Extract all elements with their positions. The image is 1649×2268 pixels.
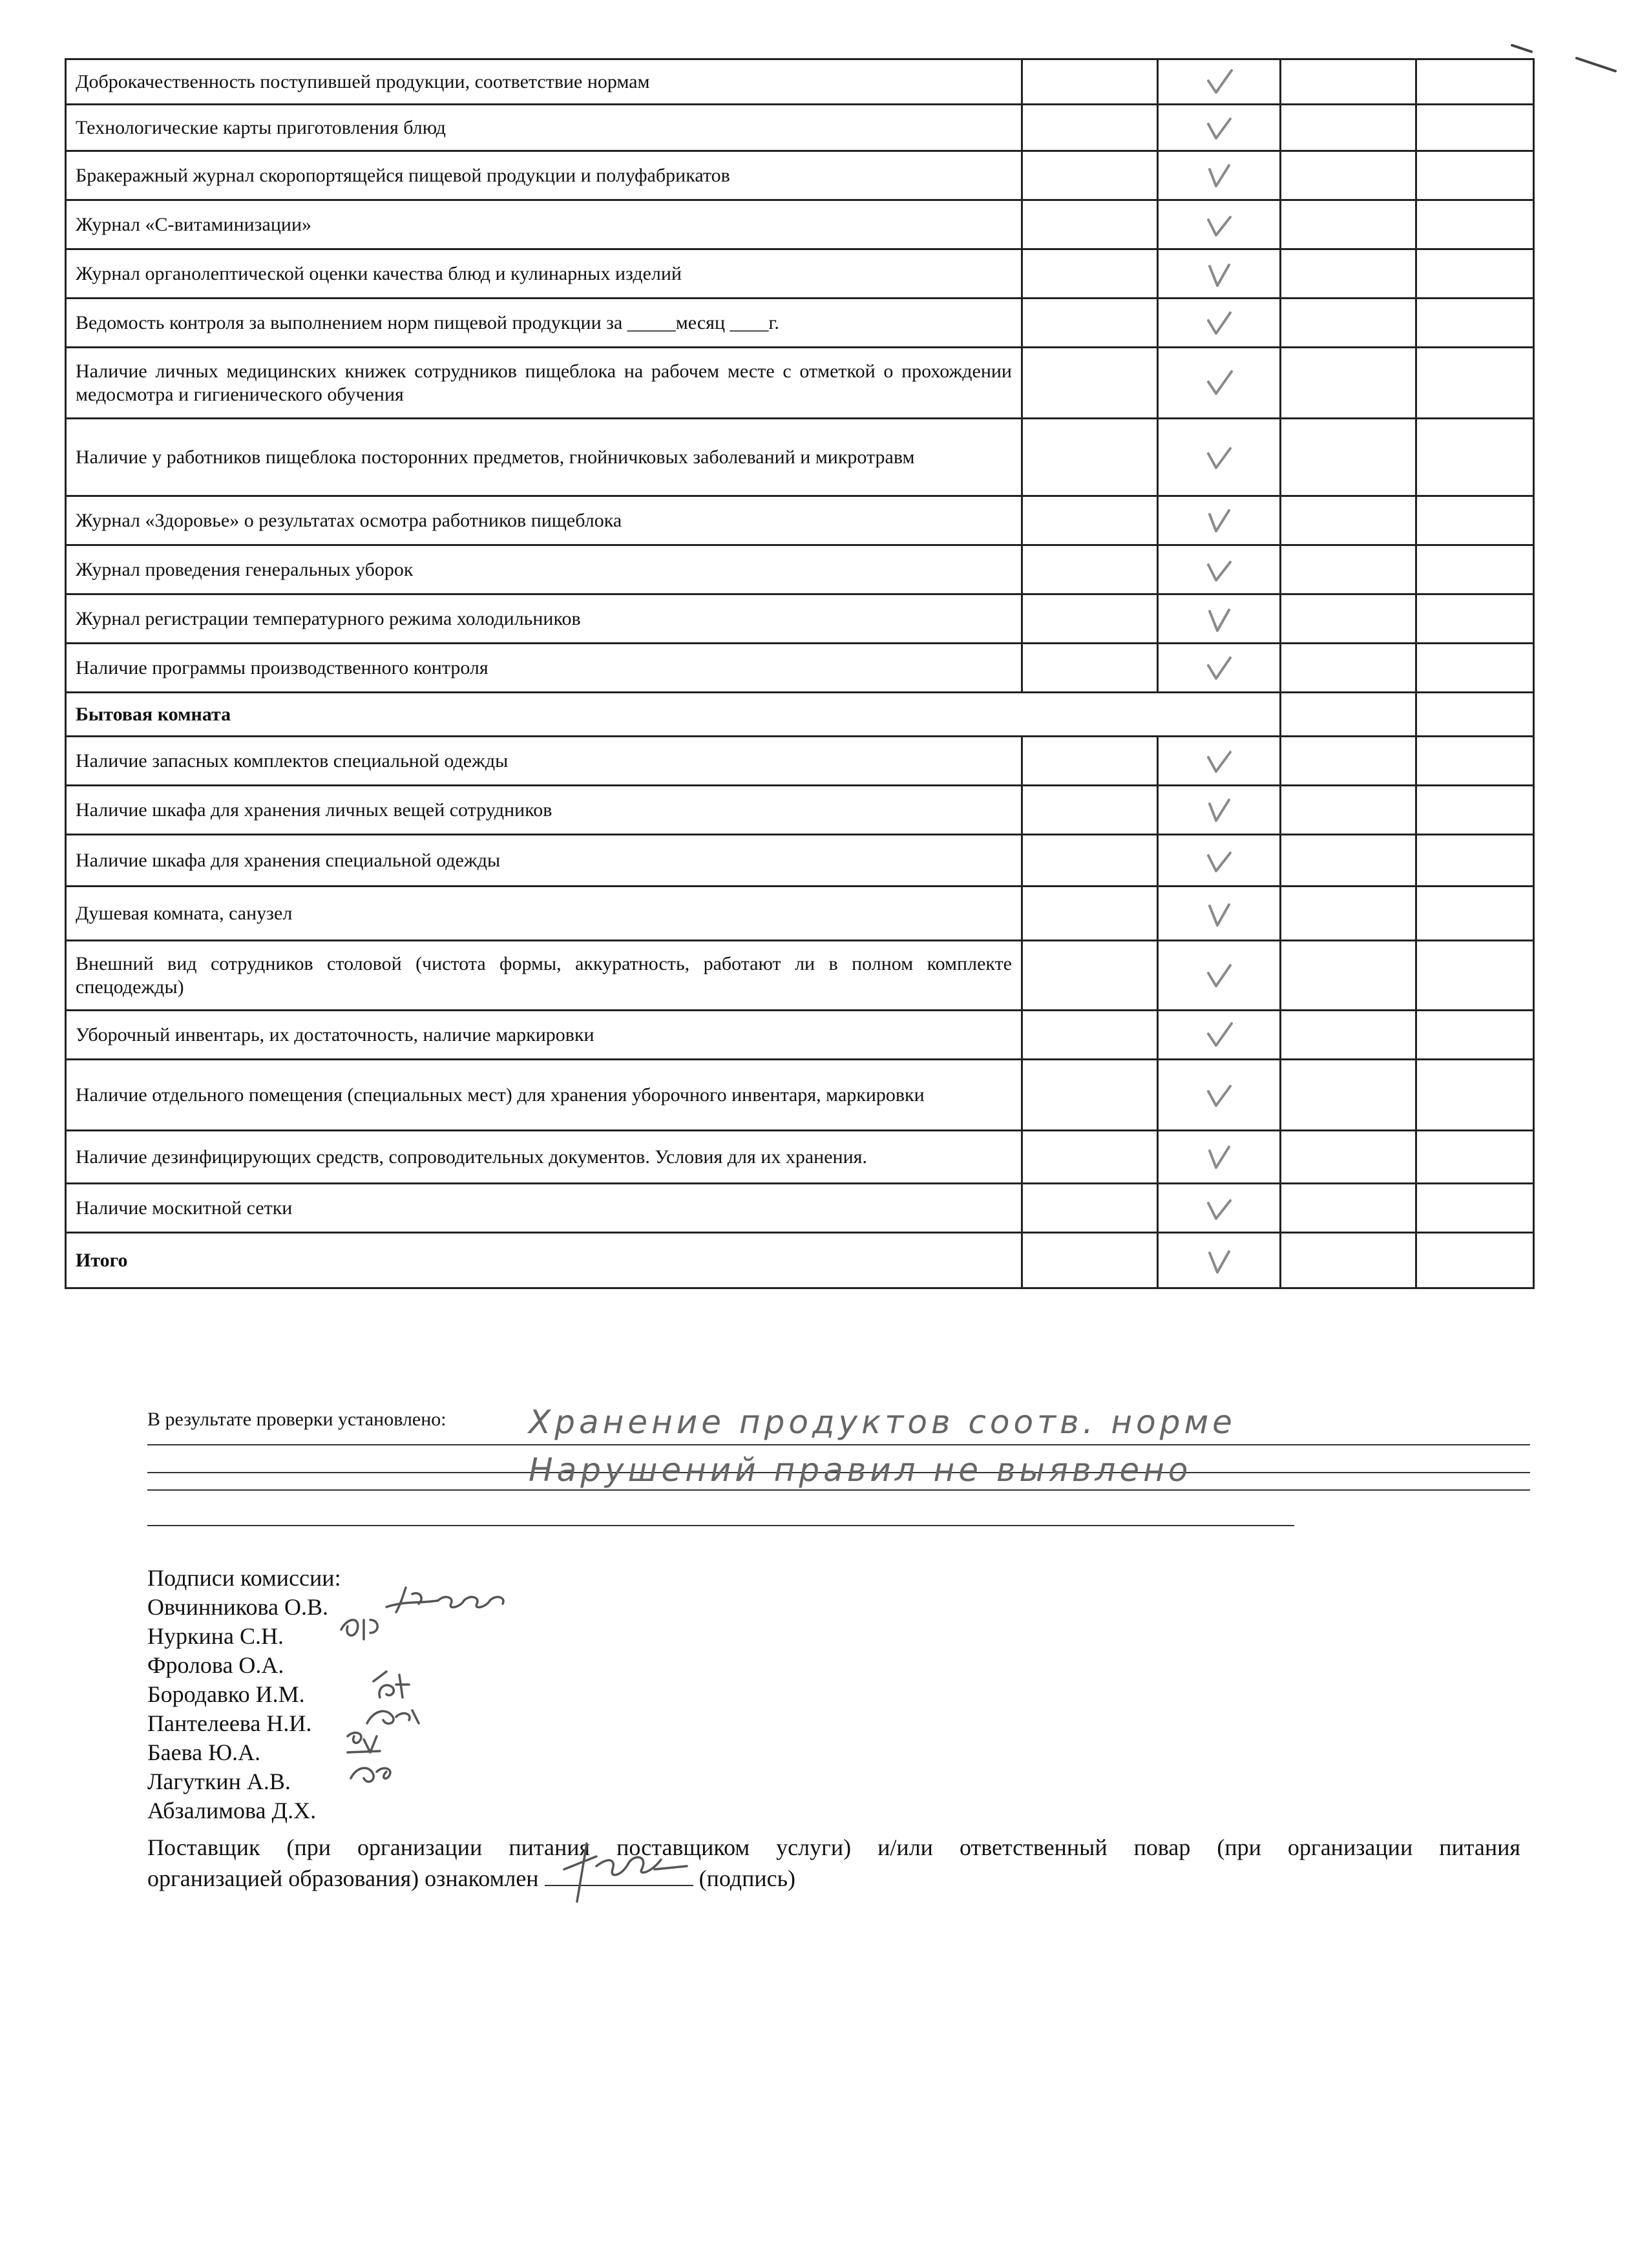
empty-cell [1022, 249, 1158, 299]
row-label: Душевая комната, санузел [66, 887, 1022, 941]
empty-cell [1281, 887, 1416, 941]
row-label: Технологические карты приготовления блюд [66, 105, 1022, 151]
checkmark-icon [1204, 1081, 1234, 1109]
member-name: Пантелеева Н.И. [147, 1710, 312, 1736]
check-cell [1158, 299, 1281, 348]
checkmark-icon [1204, 260, 1234, 288]
checklist-row [66, 835, 1534, 887]
row-label: Наличие дезинфицирующих средств, сопроводительных документов. Условия для их хранения. [66, 1131, 1022, 1184]
signature-line [147, 1767, 1530, 1796]
empty-cell [1281, 59, 1416, 105]
empty-cell [1416, 786, 1534, 835]
checkmark-icon [1204, 1021, 1234, 1049]
empty-cell [1416, 835, 1534, 887]
empty-cell [1022, 737, 1158, 786]
checkmark-icon [1204, 369, 1234, 397]
checklist-row [66, 786, 1534, 835]
row-label: Наличие шкафа для хранения специальной одежды [66, 835, 1022, 887]
findings-handwritten-line-2: Нарушений правил не выявлено [529, 1451, 1192, 1489]
empty-cell [1281, 1011, 1416, 1060]
checklist-row [66, 1184, 1534, 1233]
row-label: Наличие программы производственного контроля [66, 644, 1022, 693]
section-title: Бытовая комната [66, 693, 1281, 737]
empty-cell [1022, 200, 1158, 249]
checkmark-icon [1204, 605, 1234, 633]
empty-cell [1281, 786, 1416, 835]
empty-cell [1022, 594, 1158, 644]
checkmark-icon [1204, 899, 1234, 928]
empty-cell [1022, 1131, 1158, 1184]
empty-cell [1022, 151, 1158, 200]
acknowledgement-line-2 [147, 1863, 1520, 1894]
empty-cell [1281, 151, 1416, 200]
empty-cell [1416, 1011, 1534, 1060]
row-label: Наличие у работников пищеблока посторонних предметов, гнойничковых заболеваний и микротравм [66, 419, 1022, 496]
empty-cell [1281, 594, 1416, 644]
checklist-row [66, 348, 1534, 419]
empty-cell [1281, 348, 1416, 419]
empty-cell [1416, 419, 1534, 496]
empty-cell [1281, 496, 1416, 545]
empty-cell [1281, 1060, 1416, 1131]
commission-signatures [147, 1564, 1530, 1825]
checklist-row [66, 1060, 1534, 1131]
empty-cell [1416, 348, 1534, 419]
signature-line [147, 1622, 1530, 1651]
empty-cell [1022, 835, 1158, 887]
empty-cell [1022, 496, 1158, 545]
checklist-row [66, 249, 1534, 299]
total-row [66, 1233, 1534, 1288]
empty-cell [1281, 545, 1416, 594]
checkmark-icon [1204, 846, 1234, 875]
checklist-row [66, 1011, 1534, 1060]
row-label: Бракеражный журнал скоропортящейся пищевой продукции и полуфабрикатов [66, 151, 1022, 200]
empty-cell [1416, 1131, 1534, 1184]
row-label: Наличие личных медицинских книжек сотрудников пищеблока на рабочем месте с отметкой о прохождении медосмотра и гигиенического обучения [66, 348, 1022, 419]
row-label: Журнал проведения генеральных уборок [66, 545, 1022, 594]
member-name: Бородавко И.М. [147, 1681, 305, 1707]
check-cell [1158, 887, 1281, 941]
empty-cell [1281, 1184, 1416, 1233]
empty-cell [1416, 299, 1534, 348]
check-cell [1158, 249, 1281, 299]
row-label: Журнал «Здоровье» о результатах осмотра работников пищеблока [66, 496, 1022, 545]
acknowledgement-prefix: организацией образования) ознакомлен [147, 1865, 539, 1891]
checklist-row [66, 941, 1534, 1011]
empty-cell [1416, 1060, 1534, 1131]
checklist-row [66, 200, 1534, 249]
checklist-row [66, 151, 1534, 200]
row-label: Наличие запасных комплектов специальной одежды [66, 737, 1022, 786]
empty-cell [1022, 1060, 1158, 1131]
check-cell [1158, 737, 1281, 786]
section-row [66, 693, 1534, 737]
checkmark-icon [1204, 796, 1234, 824]
checklist-row [66, 299, 1534, 348]
check-cell [1158, 151, 1281, 200]
findings-line [147, 1525, 1294, 1526]
supplier-signature [558, 1831, 700, 1908]
empty-cell [1416, 249, 1534, 299]
row-label: Журнал органолептической оценки качества блюд и кулинарных изделий [66, 249, 1022, 299]
check-cell [1158, 419, 1281, 496]
row-label: Доброкачественность поступившей продукции, соответствие нормам [66, 59, 1022, 105]
empty-cell [1022, 1011, 1158, 1060]
checklist-row [66, 419, 1534, 496]
member-name: Абзалимова Д.Х. [147, 1798, 317, 1823]
check-cell [1158, 644, 1281, 693]
empty-cell [1416, 1184, 1534, 1233]
check-cell [1158, 1233, 1281, 1288]
findings-label: В результате проверки установлено: [147, 1409, 446, 1430]
empty-cell [1416, 941, 1534, 1011]
empty-cell [1281, 941, 1416, 1011]
signature-blank [545, 1863, 693, 1886]
member-name: Овчинникова О.В. [147, 1594, 328, 1620]
checkmark-icon [1204, 507, 1234, 535]
empty-cell [1022, 1233, 1158, 1288]
check-cell [1158, 348, 1281, 419]
empty-cell [1022, 644, 1158, 693]
checkmark-icon [1204, 1143, 1234, 1171]
empty-cell [1281, 737, 1416, 786]
empty-cell [1022, 419, 1158, 496]
checklist-row [66, 1131, 1534, 1184]
checklist-row [66, 496, 1534, 545]
check-cell [1158, 941, 1281, 1011]
signature-line [147, 1796, 1530, 1825]
checklist-row [66, 887, 1534, 941]
check-cell [1158, 1184, 1281, 1233]
empty-cell [1416, 151, 1534, 200]
check-cell [1158, 1011, 1281, 1060]
empty-cell [1416, 693, 1534, 737]
empty-cell [1022, 786, 1158, 835]
empty-cell [1022, 299, 1158, 348]
check-cell [1158, 786, 1281, 835]
check-cell [1158, 1060, 1281, 1131]
empty-cell [1281, 249, 1416, 299]
empty-cell [1416, 59, 1534, 105]
checkmark-icon [1204, 211, 1234, 239]
empty-cell [1281, 105, 1416, 151]
empty-cell [1416, 200, 1534, 249]
row-label: Журнал регистрации температурного режима холодильников [66, 594, 1022, 644]
row-label: Наличие отдельного помещения (специальных мест) для хранения уборочного инвентаря, маркировки [66, 1060, 1022, 1131]
check-cell [1158, 59, 1281, 105]
acknowledgement [147, 1832, 1520, 1894]
empty-cell [1281, 835, 1416, 887]
findings-line [147, 1489, 1530, 1491]
acknowledgement-line-1: Поставщик (при организации питания поставщиком услуги) и/или ответственный повар (при организации питания [147, 1834, 1520, 1860]
check-cell [1158, 594, 1281, 644]
row-label: Итого [66, 1233, 1022, 1288]
empty-cell [1416, 1233, 1534, 1288]
empty-cell [1416, 545, 1534, 594]
empty-cell [1281, 644, 1416, 693]
empty-cell [1416, 594, 1534, 644]
empty-cell [1416, 496, 1534, 545]
member-signature [335, 1610, 477, 1649]
empty-cell [1022, 941, 1158, 1011]
check-cell [1158, 1131, 1281, 1184]
checklist-row [66, 545, 1534, 594]
member-name: Лагуткин А.В. [147, 1769, 291, 1794]
checkmark-icon [1204, 309, 1234, 337]
checkmark-icon [1204, 654, 1234, 682]
check-cell [1158, 835, 1281, 887]
findings-line [147, 1444, 1530, 1445]
empty-cell [1281, 1233, 1416, 1288]
checklist-row [66, 105, 1534, 151]
empty-cell [1416, 887, 1534, 941]
checkmark-icon [1204, 1246, 1234, 1275]
checkmark-icon [1204, 443, 1234, 472]
empty-cell [1281, 419, 1416, 496]
check-cell [1158, 200, 1281, 249]
checkmark-icon [1204, 747, 1234, 775]
empty-cell [1022, 887, 1158, 941]
empty-cell [1022, 59, 1158, 105]
checkmark-icon [1204, 114, 1234, 142]
empty-cell [1281, 1131, 1416, 1184]
checkmark-icon [1204, 556, 1234, 584]
checklist-row [66, 737, 1534, 786]
acknowledgement-suffix: (подпись) [698, 1865, 796, 1891]
row-label: Журнал «С-витаминизации» [66, 200, 1022, 249]
row-label: Уборочный инвентарь, их достаточность, наличие маркировки [66, 1011, 1022, 1060]
checkmark-icon [1204, 961, 1234, 990]
checklist-row [66, 59, 1534, 105]
empty-cell [1022, 105, 1158, 151]
empty-cell [1416, 737, 1534, 786]
empty-cell [1022, 1184, 1158, 1233]
empty-cell [1022, 545, 1158, 594]
checklist-row [66, 594, 1534, 644]
checkmark-icon [1204, 68, 1234, 96]
findings-section [147, 1403, 1530, 1551]
empty-cell [1281, 299, 1416, 348]
checklist-row [66, 644, 1534, 693]
check-cell [1158, 545, 1281, 594]
row-label: Наличие шкафа для хранения личных вещей сотрудников [66, 786, 1022, 835]
empty-cell [1281, 693, 1416, 737]
row-label: Ведомость контроля за выполнением норм пищевой продукции за _____месяц ____г. [66, 299, 1022, 348]
findings-handwritten-line-1: Хранение продуктов соотв. норме [529, 1403, 1236, 1441]
member-signature [341, 1756, 483, 1794]
signatures-title: Подписи комиссии: [147, 1565, 341, 1591]
signature-line [147, 1680, 1530, 1709]
inspection-checklist-table [65, 58, 1535, 1289]
check-cell [1158, 105, 1281, 151]
empty-cell [1022, 348, 1158, 419]
checkmark-icon [1204, 162, 1234, 190]
row-label: Внешний вид сотрудников столовой (чистота формы, аккуратность, работают ли в полном комплекте спецодежды) [66, 941, 1022, 1011]
member-name: Нуркина С.Н. [147, 1623, 284, 1649]
empty-cell [1416, 105, 1534, 151]
checkmark-icon [1204, 1194, 1234, 1223]
member-name: Фролова О.А. [147, 1652, 284, 1678]
member-name: Баева Ю.А. [147, 1739, 261, 1765]
signature-line [147, 1651, 1530, 1680]
empty-cell [1416, 644, 1534, 693]
check-cell [1158, 496, 1281, 545]
row-label: Наличие москитной сетки [66, 1184, 1022, 1233]
empty-cell [1281, 200, 1416, 249]
